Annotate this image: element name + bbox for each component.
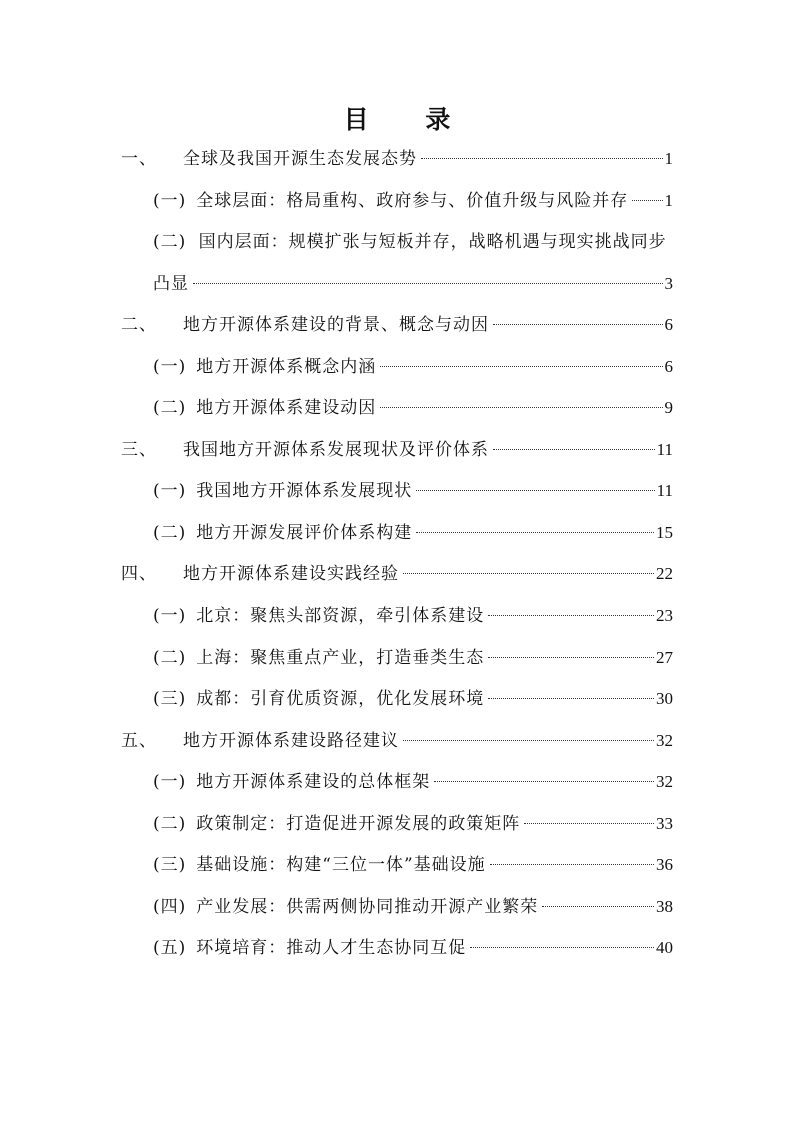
toc-entry-number: (一) <box>153 481 187 501</box>
dot-leader <box>434 781 654 782</box>
toc-entry[interactable] <box>121 146 673 172</box>
toc-entry-page: 38 <box>656 897 673 916</box>
toc-entry-number: 一、 <box>121 149 157 169</box>
toc-entry[interactable] <box>153 478 673 504</box>
toc-entry-title: 全球层面：格局重构、政府参与、价值升级与风险并存 <box>196 191 629 211</box>
dot-leader <box>493 324 663 325</box>
toc-entry-title: 政策制定：打造促进开源发展的政策矩阵 <box>196 814 521 834</box>
toc-entry-page: 1 <box>664 191 673 210</box>
toc-entry-number: (二) <box>153 814 187 834</box>
toc-entry[interactable] <box>153 271 673 297</box>
toc-entry-page: 32 <box>656 772 673 791</box>
dot-leader <box>542 906 654 907</box>
toc-entry-page: 23 <box>656 606 673 625</box>
toc-entry-number: (一) <box>153 191 187 211</box>
dot-leader <box>416 532 654 533</box>
dot-leader <box>380 366 662 367</box>
toc-entry-page: 6 <box>664 357 673 376</box>
toc-entry-page: 9 <box>664 398 673 417</box>
toc-entry[interactable] <box>121 561 673 587</box>
dot-leader <box>416 490 654 491</box>
dot-leader <box>421 158 663 159</box>
toc-entry[interactable] <box>153 769 673 795</box>
toc-entry[interactable] <box>121 728 673 754</box>
toc-entry[interactable] <box>153 935 673 961</box>
toc-entry-number: (一) <box>153 772 187 792</box>
toc-entry[interactable] <box>153 811 673 837</box>
toc-entry-title: 全球及我国开源生态发展态势 <box>183 149 417 169</box>
dot-leader <box>193 283 663 284</box>
toc-entry-page: 32 <box>656 731 673 750</box>
dot-leader <box>380 407 662 408</box>
toc-entry-title: 地方开源体系建设的总体框架 <box>196 772 431 792</box>
toc-entry[interactable] <box>153 354 673 380</box>
toc-entry-page: 1 <box>664 149 673 168</box>
toc-entry-title: 地方开源体系建设动因 <box>196 398 377 418</box>
toc-entry-number: 四、 <box>121 564 157 584</box>
toc-entry-page: 33 <box>656 814 673 833</box>
toc-entry-page: 11 <box>656 481 673 500</box>
toc-entry-page: 40 <box>656 938 673 957</box>
dot-leader <box>493 449 655 450</box>
toc-entry[interactable] <box>153 894 673 920</box>
toc-entry[interactable] <box>153 603 673 629</box>
dot-leader <box>524 823 654 824</box>
dot-leader <box>488 698 654 699</box>
toc-entry-title: 成都：引育优质资源，优化发展环境 <box>196 689 485 709</box>
dot-leader <box>488 657 654 658</box>
toc-entry-number: (一) <box>153 357 187 377</box>
toc-entry-title: 我国地方开源体系发展现状及评价体系 <box>183 440 489 460</box>
toc-entry-title: 基础设施：构建“三位一体”基础设施 <box>196 855 486 875</box>
toc-entry-title: 环境培育：推动人才生态协同互促 <box>196 938 467 958</box>
toc-entry-page: 6 <box>664 315 673 334</box>
toc-entry-number: (一) <box>153 606 187 626</box>
toc-entry[interactable] <box>153 188 673 214</box>
toc-entry-number: (二) <box>153 648 187 668</box>
toc-entry-number: (四) <box>153 897 187 917</box>
toc-entry-title: 地方开源体系建设路径建议 <box>183 731 399 751</box>
toc-entry[interactable] <box>153 520 673 546</box>
dot-leader <box>470 947 654 948</box>
toc-entry-title: 北京：聚焦头部资源，牵引体系建设 <box>196 606 485 626</box>
toc-entry[interactable] <box>153 645 673 671</box>
toc-entry-title: 国内层面：规模扩张与短板并存，战略机遇与现实挑战同步 <box>198 232 667 252</box>
dot-leader <box>403 740 654 741</box>
toc-entry-title: 地方开源体系建设实践经验 <box>183 564 399 584</box>
toc-entry-page: 27 <box>656 648 673 667</box>
dot-leader <box>632 200 662 201</box>
toc-entry[interactable] <box>153 686 673 712</box>
toc-entry-number: 二、 <box>121 315 157 335</box>
toc-entry-title: 我国地方开源体系发展现状 <box>196 481 413 501</box>
toc-entry-number: (三) <box>153 689 187 709</box>
toc-entry-page: 30 <box>656 689 673 708</box>
toc-entry-page: 11 <box>656 440 673 459</box>
toc-entry-page: 15 <box>656 523 673 542</box>
toc-entry-title-continued: 凸显 <box>153 274 189 294</box>
dot-leader <box>403 573 654 574</box>
toc-entry[interactable] <box>121 437 673 463</box>
toc-entry[interactable] <box>153 395 673 421</box>
toc-entry-number: (五) <box>153 938 187 958</box>
toc-entry-title: 地方开源体系建设的背景、概念与动因 <box>183 315 489 335</box>
toc-entry-number: (三) <box>153 855 187 875</box>
dot-leader <box>488 615 654 616</box>
toc-entry-title: 地方开源发展评价体系构建 <box>196 523 413 543</box>
toc-entry-number: (二) <box>153 523 187 543</box>
toc-entry[interactable] <box>153 852 673 878</box>
toc-entry-page: 36 <box>656 855 673 874</box>
toc-entry-page: 3 <box>664 274 673 293</box>
toc-entry-number: 三、 <box>121 440 157 460</box>
toc-entry-title: 上海：聚焦重点产业，打造垂类生态 <box>196 648 485 668</box>
toc-entry-wrapped-first-line[interactable] <box>153 229 667 255</box>
toc-entry[interactable] <box>121 312 673 338</box>
toc-entry-page: 22 <box>656 564 673 583</box>
toc-entry-title: 地方开源体系概念内涵 <box>196 357 377 377</box>
toc-entry-number: 五、 <box>121 731 157 751</box>
toc-entry-number: (二) <box>153 232 187 252</box>
toc-entry-title: 产业发展：供需两侧协同推动开源产业繁荣 <box>196 897 539 917</box>
dot-leader <box>490 864 654 865</box>
toc-entry-number: (二) <box>153 398 187 418</box>
toc-title: 目 录 <box>343 105 475 134</box>
